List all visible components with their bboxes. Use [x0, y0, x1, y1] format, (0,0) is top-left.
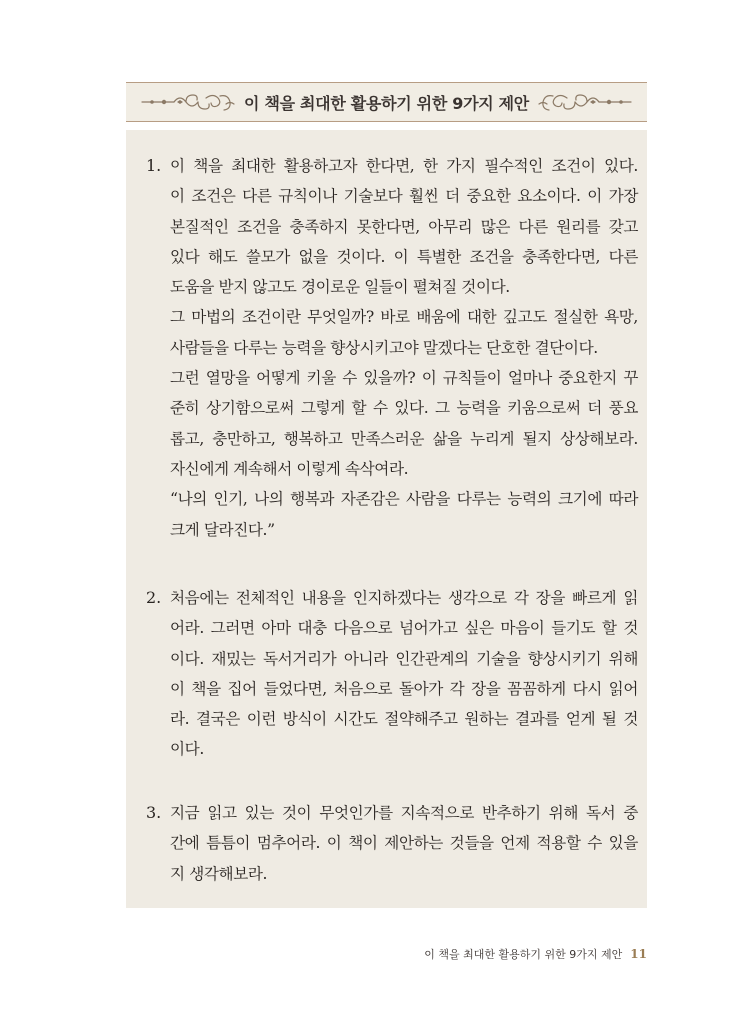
text-line: 이 조건은 다른 규칙이나 기술보다 훨씬 더 중요한 요소이다. 이 가장 [170, 187, 638, 206]
suggestion-number: 2. [146, 588, 162, 607]
text-line: “나의 인기, 나의 행복과 자존감은 사람을 다루는 능력의 크기에 따라 [170, 490, 638, 509]
text-line: 자신에게 계속해서 이렇게 속삭여라. [170, 459, 409, 478]
text-line: 어라. 그러면 아마 대충 다음으로 넘어가고 싶은 마음이 들기도 할 것 [170, 619, 638, 638]
text-line: 사람들을 다루는 능력을 향상시키고야 말겠다는 단호한 결단이다. [170, 338, 598, 357]
text-line: 도움을 받지 않고도 경이로운 일들이 펼쳐질 것이다. [170, 278, 510, 297]
text-line: 이다. 재밌는 독서거리가 아니라 인간관계의 기술을 향상시키기 위해 [170, 649, 638, 668]
suggestion-number: 3. [146, 803, 162, 822]
suggestion-text [170, 151, 638, 545]
text-line: 이 책을 최대한 활용하고자 한다면, 한 가지 필수적인 조건이 있다. [170, 157, 638, 175]
suggestion-text [170, 583, 638, 765]
text-line: 그 마법의 조건이란 무엇일까? 바로 배움에 대한 깊고도 절실한 욕망, [170, 308, 638, 327]
text-line: 크게 달라진다.” [170, 520, 275, 539]
page-number: 11 [630, 947, 647, 961]
text-line: 라. 결국은 이런 방식이 시간도 절약해주고 원하는 결과를 얻게 될 것 [170, 710, 638, 729]
text-line: 이 책을 집어 들었다면, 처음으로 돌아가 각 장을 꼼꼼하게 다시 읽어 [170, 679, 638, 698]
running-title: 이 책을 최대한 활용하기 위한 9가지 제안 [424, 948, 623, 961]
text-line: 지금 읽고 있는 것이 무엇인가를 지속적으로 반추하기 위해 독서 중 [170, 804, 638, 822]
chapter-header-band [126, 82, 647, 122]
suggestions-box [126, 130, 647, 908]
flourish-left-ornament [140, 91, 238, 113]
suggestion-text [170, 798, 638, 889]
text-line: 있다 해도 쓸모가 없을 것이다. 이 특별한 조건을 충족한다면, 다른 [170, 247, 638, 266]
text-line: 이다. [170, 740, 204, 759]
flourish-right-ornament [535, 91, 633, 113]
suggestion-item-1 [146, 151, 638, 545]
suggestion-item-3 [146, 798, 638, 889]
page-footer [424, 946, 647, 962]
text-line: 간에 틈틈이 멈추어라. 이 책이 제안하는 것들을 언제 적용할 수 있을 [170, 834, 638, 853]
text-line: 준히 상기함으로써 그렇게 할 수 있다. 그 능력을 키움으로써 더 풍요 [170, 399, 638, 418]
suggestion-number: 1. [146, 156, 162, 175]
text-line: 롭고, 충만하고, 행복하고 만족스러운 삶을 누리게 될지 상상해보라. [170, 429, 638, 448]
chapter-title: 이 책을 최대한 활용하기 위한 9가지 제안 [244, 93, 529, 113]
text-line: 그런 열망을 어떻게 키울 수 있을까? 이 규칙들이 얼마나 중요한지 꾸 [170, 369, 638, 388]
text-line: 지 생각해보라. [170, 864, 268, 883]
text-line: 처음에는 전체적인 내용을 인지하겠다는 생각으로 각 장을 빠르게 읽 [170, 589, 638, 607]
text-line: 본질적인 조건을 충족하지 못한다면, 아무리 많은 다른 원리를 갖고 [170, 217, 638, 236]
suggestion-item-2 [146, 583, 638, 765]
